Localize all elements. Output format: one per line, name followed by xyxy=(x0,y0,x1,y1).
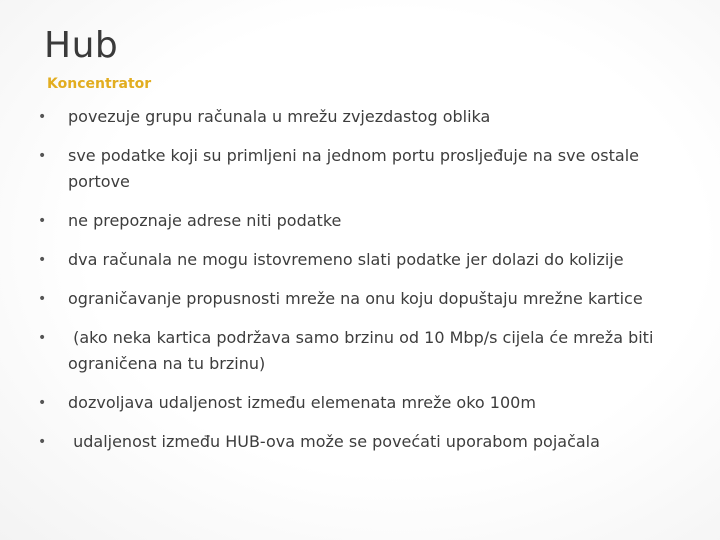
bullet-dot-icon: • xyxy=(38,395,47,411)
bullet-item xyxy=(38,247,678,273)
bullet-dot-icon: • xyxy=(38,109,47,125)
bullet-dot-icon: • xyxy=(38,434,47,450)
slide-title: Hub xyxy=(44,25,119,66)
slide-subtitle: Koncentrator xyxy=(47,76,152,92)
bullet-text: povezuje grupu računala u mrežu zvjezdastog oblika xyxy=(68,107,491,126)
bullet-item xyxy=(38,208,678,234)
bullet-dot-icon: • xyxy=(38,330,47,346)
bullet-text: (ako neka kartica podržava samo brzinu od 10 Mbp/s cijela će mreža biti ograničena na tu brzinu) xyxy=(68,328,659,373)
bullet-text: ne prepoznaje adrese niti podatke xyxy=(68,211,342,230)
bullet-text: dva računala ne mogu istovremeno slati podatke jer dolazi do kolizije xyxy=(68,250,624,269)
bullet-dot-icon: • xyxy=(38,291,47,307)
bullet-list xyxy=(38,104,678,455)
bullet-item xyxy=(38,104,678,130)
bullet-text: dozvoljava udaljenost između elemenata mreže oko 100m xyxy=(68,393,536,412)
bullet-item xyxy=(38,325,678,377)
bullet-dot-icon: • xyxy=(38,213,47,229)
bullet-item xyxy=(38,429,678,455)
bullet-item xyxy=(38,143,678,195)
bullet-text: sve podatke koji su primljeni na jednom portu prosljeđuje na sve ostale portove xyxy=(68,146,640,191)
bullet-dot-icon: • xyxy=(38,252,47,268)
bullet-item xyxy=(38,390,678,416)
bullet-text: ograničavanje propusnosti mreže na onu koju dopuštaju mrežne kartice xyxy=(68,289,643,308)
bullet-dot-icon: • xyxy=(38,148,47,164)
bullet-text: udaljenost između HUB-ova može se povećati uporabom pojačala xyxy=(68,432,600,451)
bullet-item xyxy=(38,286,678,312)
